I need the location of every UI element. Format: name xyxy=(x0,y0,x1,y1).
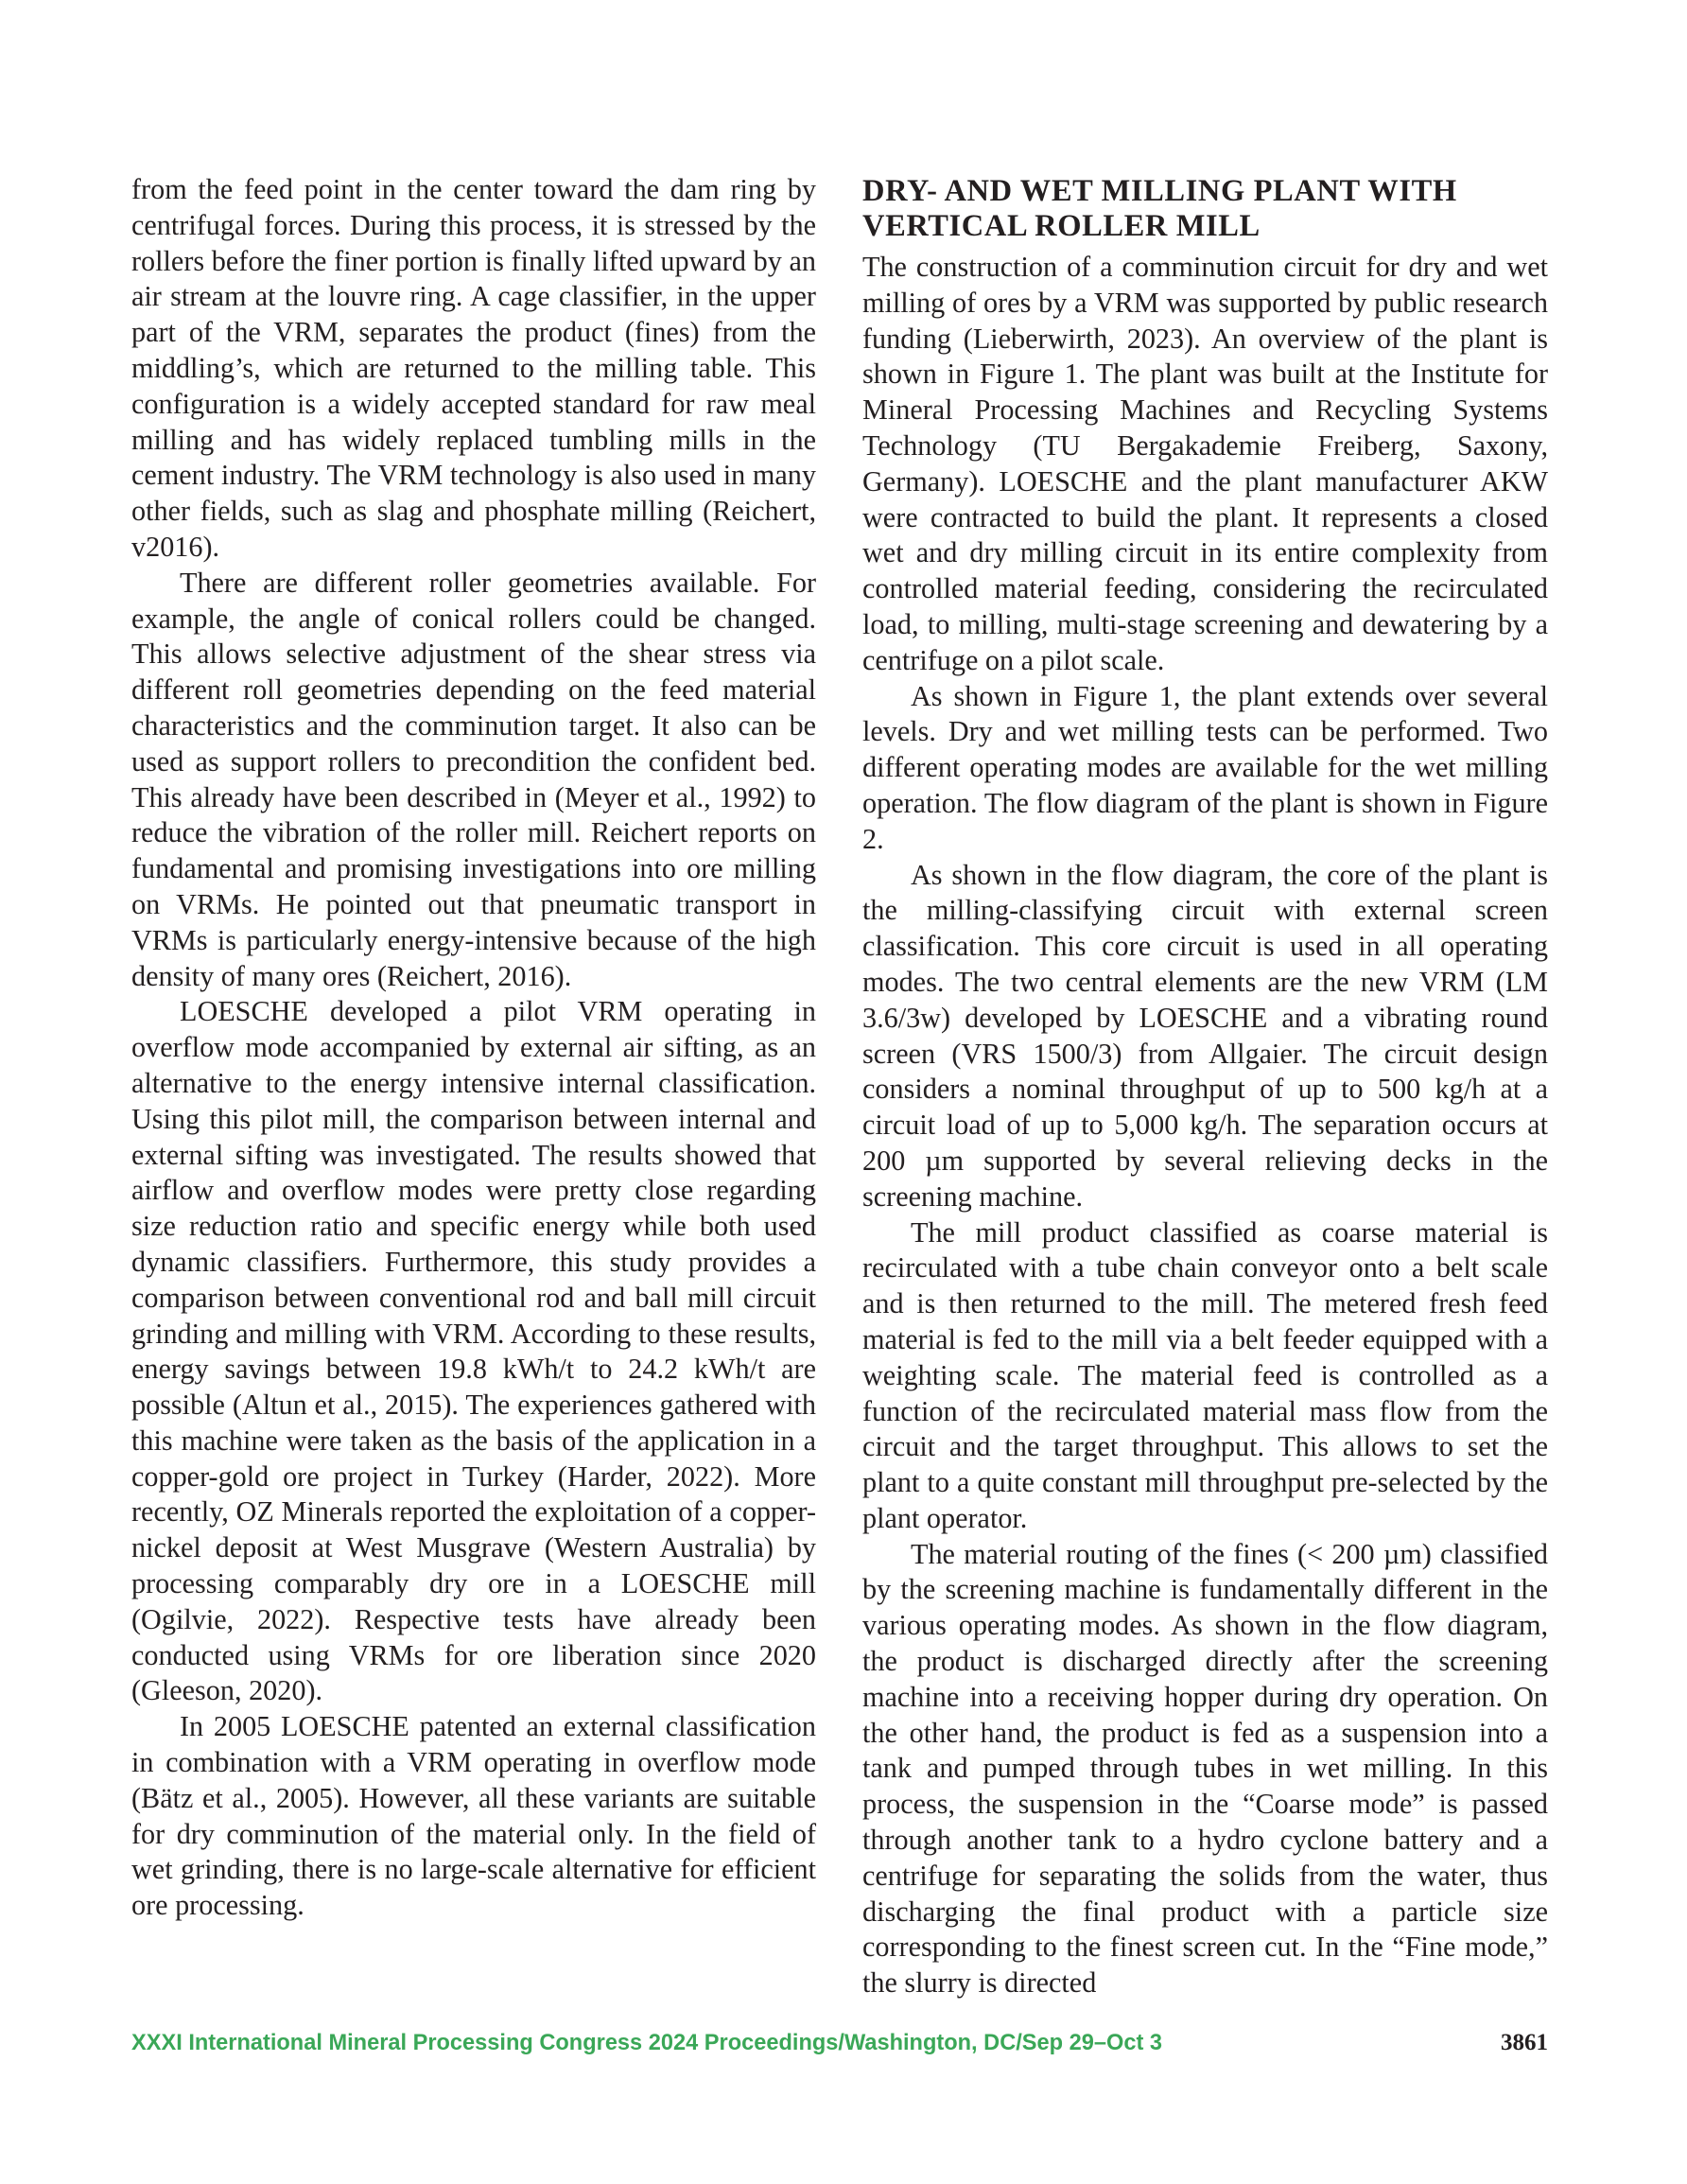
right-column xyxy=(862,174,1548,2001)
body-paragraph: The construction of a comminution circuit for dry and wet milling of ores by a VRM was supported by public research funding (Lieberwirth, 2023). An overview of the plant is shown in Figure 1. The plant was built at the Institute for Mineral Processing Machines and Recycling Systems Technology (TU Bergakademie Freiberg, Saxony, Germany). LOESCHE and the plant manufacturer AKW were contracted to build the plant. It represents a closed wet and dry milling circuit in its entire complexity from controlled material feeding, considering the recirculated load, to milling, multi-stage screening and dewatering by a centrifuge on a pilot scale. xyxy=(862,251,1548,676)
body-paragraph: There are different roller geometries available. For example, the angle of conical rollers could be changed. This allows selective adjustment of the shear stress via different roll geometries depending on the feed material characteristics and the comminution target. It also can be used as support rollers to precondition the confident bed. This already have been described in (Meyer et al., 1992) to reduce the vibration of the roller mill. Reichert reports on fundamental and promising investigations into ore milling on VRMs. He pointed out that pneumatic transport in VRMs is particularly energy-intensive because of the high density of many ores (Reichert, 2016). xyxy=(131,566,816,992)
left-column xyxy=(131,172,816,1924)
conference-title: XXXI International Mineral Processing Congress 2024 Proceedings/Washington, DC/Sep 29–Oct 3 xyxy=(131,2031,1162,2055)
body-paragraph: As shown in the flow diagram, the core of the plant is the milling-classifying circuit with external screen classification. This core circuit is used in all operating modes. The two central elements are the new VRM (LM 3.6/3w) developed by LOESCHE and a vibrating round screen (VRS 1500/3) from Allgaier. The circuit design considers a nominal throughput of up to 500 kg/h at a circuit load of up to 5,000 kg/h. The separation occurs at 200 µm supported by several relieving decks in the screening machine. xyxy=(862,858,1548,1213)
section-heading: DRY- AND WET MILLING PLANT WITH VERTICAL ROLLER MILL xyxy=(862,174,1457,243)
body-paragraph: from the feed point in the center toward the dam ring by centrifugal forces. During this process, it is stressed by the rollers before the finer portion is finally lifted upward by an air stream at the louvre ring. A cage classifier, in the upper part of the VRM, separates the product (fines) from the middling’s, which are returned to the milling table. This configuration is a widely accepted standard for raw meal milling and has widely replaced tumbling mills in the cement industry. The VRM technology is also used in many other fields, such as slag and phosphate milling (Reichert, v2016). xyxy=(131,173,816,563)
body-paragraph: As shown in Figure 1, the plant extends over several levels. Dry and wet milling tests can be performed. Two different operating modes are available for the wet milling operation. The flow diagram of the plant is shown in Figure 2. xyxy=(862,679,1548,855)
body-paragraph: The mill product classified as coarse material is recirculated with a tube chain conveyor onto a belt scale and is then returned to the mill. The metered fresh feed material is fed to the mill via a belt feeder equipped with a weighting scale. The material feed is controlled as a function of the recirculated material mass flow from the circuit and the target throughput. This allows to set the plant to a quite constant mill throughput pre-selected by the plant operator. xyxy=(862,1215,1548,1534)
page-number: 3861 xyxy=(1501,2030,1548,2055)
body-paragraph: The material routing of the fines (< 200 µm) classified by the screening machine is fundamentally different in the various operating modes. As shown in the flow diagram, the product is discharged directly after the screening machine into a receiving hopper during dry operation. On the other hand, the product is fed as a suspension into a tank and pumped through tubes in wet milling. In this process, the suspension in the “Coarse mode” is passed through another tank to a hydro cyclone battery and a centrifuge for separating the solids from the water, thus discharging the final product with a particle size corresponding to the finest screen cut. In the “Fine mode,” the slurry is directed xyxy=(862,1537,1548,2000)
body-paragraph: LOESCHE developed a pilot VRM operating in overflow mode accompanied by external air sifting, as an alternative to the energy intensive internal classification. Using this pilot mill, the comparison between internal and external sifting was investigated. The results showed that airflow and overflow modes were pretty close regarding size reduction ratio and specific energy while both used dynamic classifiers. Furthermore, this study provides a comparison between conventional rod and ball mill circuit grinding and milling with VRM. According to these results, energy savings between 19.8 kWh/t to 24.2 kWh/t are possible (Altun et al., 2015). The experiences gathered with this machine were taken as the basis of the application in a copper-gold ore project in Turkey (Harder, 2022). More recently, OZ Minerals reported the exploitation of a copper-nickel deposit at West Musgrave (Western Australia) by processing comparably dry ore in a LOESCHE mill (Ogilvie, 2022). Respective tests have already been conducted using VRMs for ore liberation since 2020 (Gleeson, 2020). xyxy=(131,995,816,1707)
body-paragraph: In 2005 LOESCHE patented an external classification in combination with a VRM operating in overflow mode (Bätz et al., 2005). However, all these variants are suitable for dry comminution of the material only. In the field of wet grinding, there is no large-scale alternative for efficient ore processing. xyxy=(131,1710,816,1922)
page-footer xyxy=(131,2026,1548,2060)
